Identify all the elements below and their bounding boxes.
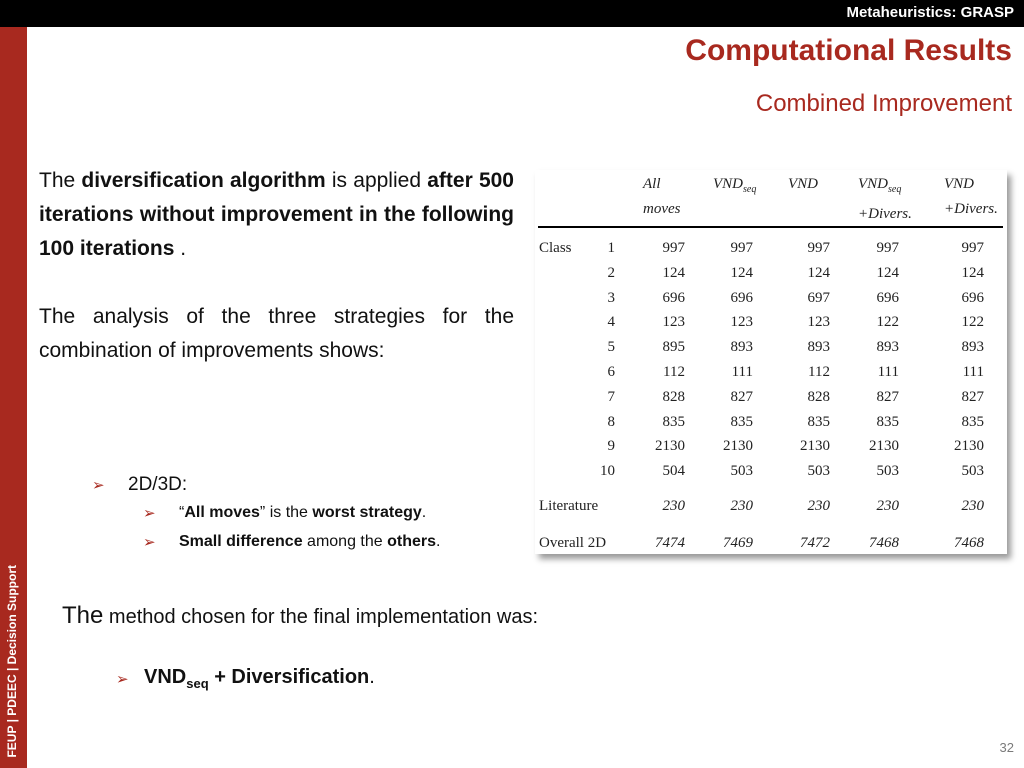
table-cell: 124 [876, 264, 899, 281]
table-cell: 503 [876, 463, 899, 480]
table-cell: 503 [807, 463, 830, 480]
table-cell: 122 [876, 314, 899, 331]
table-cell: 997 [807, 240, 830, 256]
table-cell: 696 [662, 289, 685, 306]
table-row [535, 463, 1007, 487]
slide-title: Computational Results [685, 34, 1012, 67]
table-cell: 7474 [655, 535, 685, 551]
bullet-chosen-method: ➢ $VND_{seq}$ + Diversification. [116, 666, 375, 691]
table-cell: 111 [877, 364, 899, 380]
description-text [39, 164, 514, 368]
top-bar [0, 0, 1024, 27]
table-cell: 697 [807, 289, 830, 306]
table-class-number: 7 [607, 388, 615, 405]
table-cell: 997 [876, 240, 899, 256]
table-cell: 7469 [723, 535, 753, 551]
table-cell: 230 [961, 498, 984, 514]
table-cell: 827 [876, 388, 899, 405]
bullet-small-difference: ➢ Small difference among the others. [143, 533, 441, 551]
bullet-2d3d: ➢ 2D/3D: [92, 474, 188, 495]
table-class-number: 3 [607, 289, 615, 306]
slide-subtitle: Combined Improvement [755, 90, 1012, 117]
table-cell: 997 [730, 240, 753, 256]
table-row [535, 414, 1007, 438]
description-paragraph-1: The diversification algorithm is applied after 500 iterations without improvement in the following 100 iterations . [39, 169, 514, 260]
table-column-header: VND +Divers. [944, 176, 998, 217]
table-cell: 827 [730, 388, 753, 405]
side-bar [0, 27, 27, 768]
table-cell: 696 [961, 289, 984, 306]
table-cell: 124 [662, 264, 685, 281]
table-cell: 503 [961, 463, 984, 480]
table-row [535, 314, 1007, 338]
table-class-number: 5 [607, 339, 615, 356]
table-cell: 2130 [800, 438, 830, 455]
table-cell: 230 [662, 498, 685, 514]
table-row-label: Class [539, 240, 572, 256]
table-cell: 2130 [655, 438, 685, 455]
description-paragraph-2: The analysis of the three strategies for the combination of improvements shows: [39, 305, 514, 362]
table-row [535, 339, 1007, 363]
table-column-header: VND [788, 176, 818, 192]
table-cell: 895 [662, 339, 685, 356]
table-column-header: $VND_{seq}$ +Divers. [858, 176, 912, 222]
table-cell: 124 [730, 264, 753, 281]
table-row-label: Literature [539, 498, 599, 514]
table-cell: 123 [730, 314, 753, 331]
table-class-number: 8 [607, 413, 615, 430]
table-cell: 112 [808, 364, 830, 380]
table-header-rule [538, 226, 1003, 228]
table-cell: 893 [961, 339, 984, 356]
table-cell: 7468 [869, 535, 899, 551]
table-cell: 2130 [869, 438, 899, 455]
table-cell: 828 [662, 388, 685, 405]
side-bar-text: FEUP | PDEEC | Decision Support [5, 565, 19, 758]
bullet-all-moves: ➢ “All moves” is the worst strategy. [143, 504, 427, 522]
table-row-label: Overall 2D [539, 535, 607, 551]
table-row [535, 438, 1007, 462]
table-cell: 835 [662, 413, 685, 430]
table-class-number: 6 [607, 364, 615, 380]
table-cell: 828 [807, 388, 830, 405]
table-cell: 835 [876, 413, 899, 430]
table-cell: 124 [807, 264, 830, 281]
table-cell: 893 [730, 339, 753, 356]
table-cell: 122 [961, 314, 984, 331]
table-column-header: All moves [643, 176, 681, 217]
table-cell: 123 [807, 314, 830, 331]
table-cell: 835 [730, 413, 753, 430]
final-method-line: The method chosen for the final implementation was: [62, 602, 539, 629]
arrow-bullet-icon: ➢ [92, 477, 105, 494]
table-cell: 997 [961, 240, 984, 256]
table-cell: 111 [731, 364, 753, 380]
table-class-number: 4 [607, 314, 615, 331]
table-cell: 124 [961, 264, 984, 281]
table-cell: 893 [876, 339, 899, 356]
table-cell: 7472 [800, 535, 830, 551]
table-cell: 893 [807, 339, 830, 356]
table-class-number: 9 [607, 438, 615, 455]
table-cell: 112 [663, 364, 685, 380]
table-row [535, 265, 1007, 289]
table-cell: 230 [807, 498, 830, 514]
table-cell: 230 [730, 498, 753, 514]
table-row [535, 290, 1007, 314]
table-cell: 504 [662, 463, 685, 480]
table-class-number: 2 [607, 264, 615, 281]
table-row [535, 240, 1007, 264]
table-cell: 123 [662, 314, 685, 331]
table-row [535, 535, 1007, 559]
table-cell: 835 [961, 413, 984, 430]
table-cell: 503 [730, 463, 753, 480]
table-column-header: $VND_{seq}$ [713, 176, 757, 195]
arrow-bullet-icon: ➢ [116, 670, 129, 688]
table-row [535, 364, 1007, 388]
arrow-bullet-icon: ➢ [143, 505, 156, 522]
table-cell: 696 [876, 289, 899, 306]
results-table [535, 170, 1007, 554]
table-cell: 835 [807, 413, 830, 430]
presentation-title: Metaheuristics: GRASP [846, 4, 1014, 21]
table-class-number: 10 [600, 463, 615, 480]
table-cell: 111 [962, 364, 984, 380]
table-row [535, 498, 1007, 522]
table-cell: 696 [730, 289, 753, 306]
table-class-number: 1 [607, 240, 615, 256]
table-row [535, 389, 1007, 413]
table-cell: 7468 [954, 535, 984, 551]
table-cell: 997 [662, 240, 685, 256]
arrow-bullet-icon: ➢ [143, 534, 156, 551]
table-cell: 827 [961, 388, 984, 405]
table-cell: 230 [876, 498, 899, 514]
page-number: 32 [999, 740, 1014, 755]
table-cell: 2130 [954, 438, 984, 455]
table-cell: 2130 [723, 438, 753, 455]
